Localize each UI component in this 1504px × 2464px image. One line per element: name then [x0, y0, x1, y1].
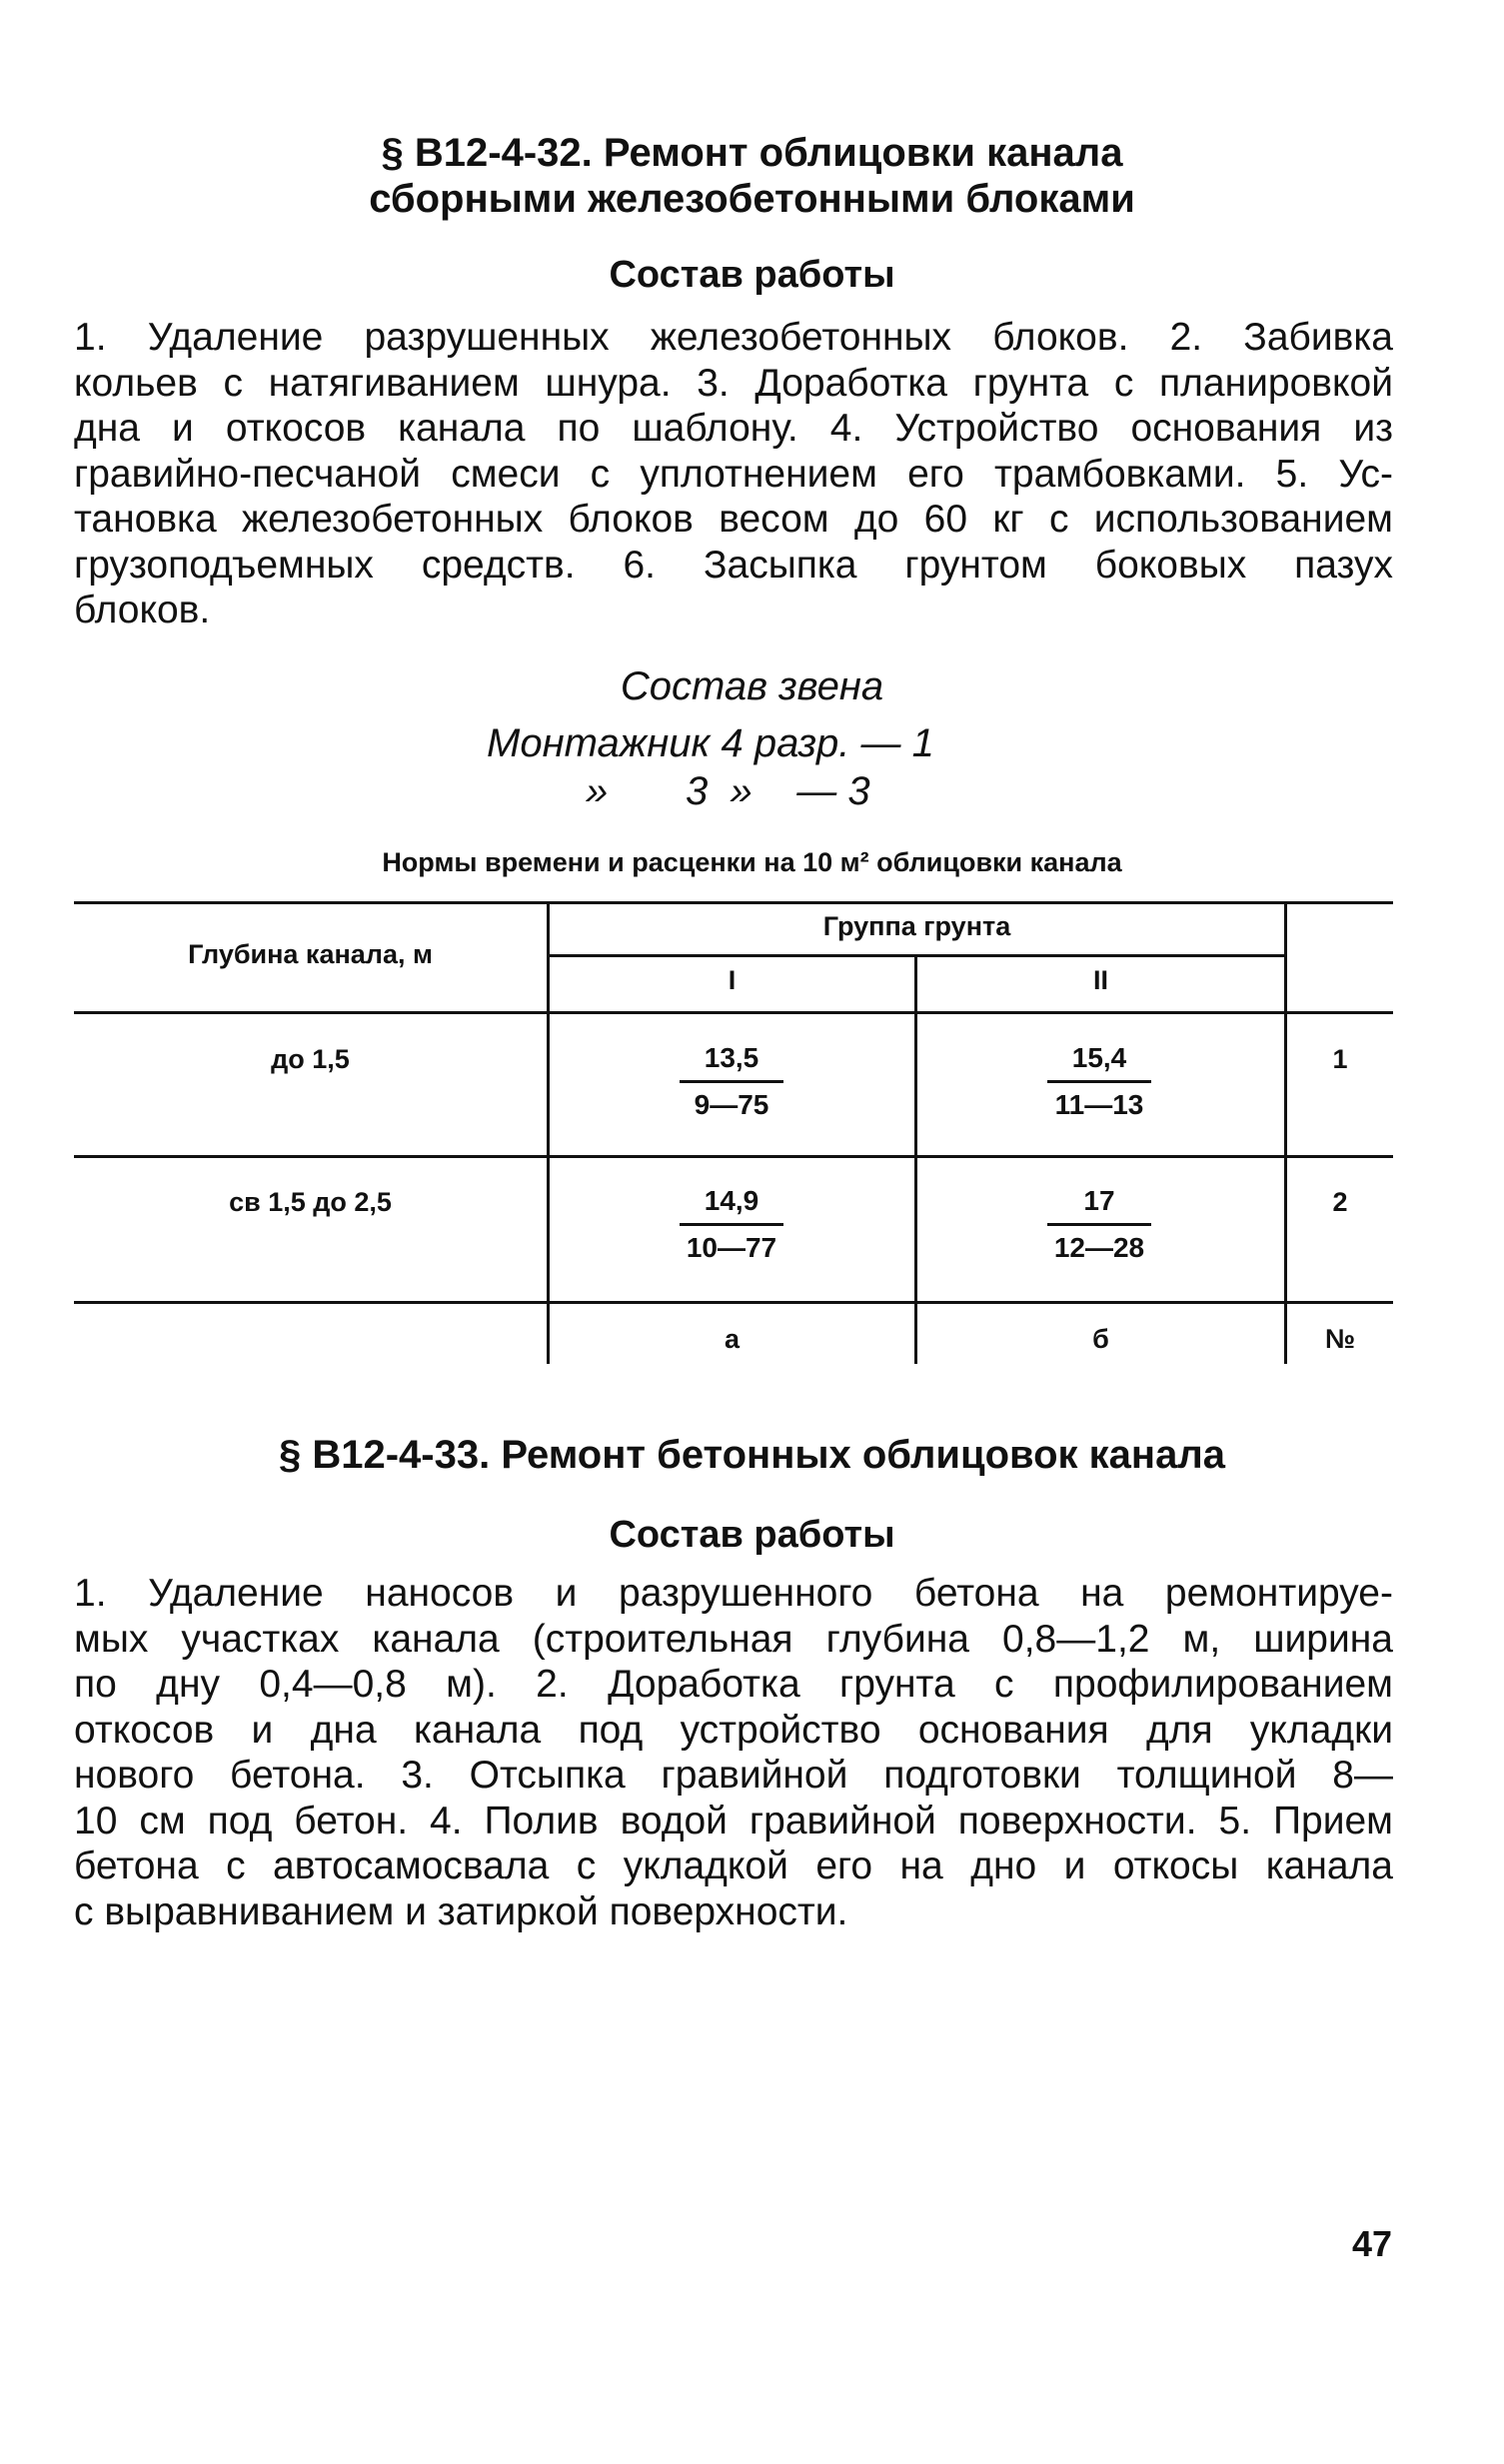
row-number: 2 [1332, 1187, 1348, 1217]
col-code-no: № [1324, 1324, 1356, 1354]
text-line: 1. Удаление наносов и разрушенного бетона на ремонтируе- [74, 1572, 1393, 1615]
time-value: 17 [1083, 1185, 1115, 1216]
table-top-rule [74, 901, 1393, 904]
depth-header: Глубина канала, м [188, 939, 433, 969]
text-line: кольев с натягиванием шнура. 3. Доработка грунта с планировкой [74, 361, 1393, 405]
col-code-a: а [724, 1324, 741, 1354]
group-col-i: I [728, 965, 737, 995]
section2-work-text [74, 1571, 1393, 1934]
group-col-ii: II [1092, 965, 1108, 995]
crew-line-1: Монтажник 4 разр. — 1 [487, 721, 934, 765]
text-line: с выравниванием и затиркой поверхности. [74, 1889, 848, 1933]
page-number: 47 [1351, 2223, 1392, 2264]
section1-work-heading: Состав работы [609, 254, 895, 296]
table-vline [547, 1012, 550, 1364]
section2-title: § В12-4-33. Ремонт бетонных облицовок канала [279, 1433, 1225, 1477]
text-line: мых участках канала (строительная глубина 0,8—1,2 м, ширина [74, 1617, 1393, 1661]
text-line: блоков. [74, 589, 211, 631]
price-value: 9—75 [694, 1089, 769, 1120]
col-code-b: б [1092, 1324, 1109, 1354]
norm-cell [1019, 1042, 1179, 1121]
row-number: 1 [1332, 1044, 1348, 1074]
time-value: 14,9 [704, 1185, 759, 1216]
group-header: Группа грунта [822, 911, 1011, 941]
price-value: 10—77 [686, 1232, 777, 1263]
depth-cell: до 1,5 [271, 1044, 350, 1074]
table-header-rule [74, 1011, 1393, 1014]
table-row-rule [74, 1155, 1393, 1158]
text-line: бетона с автосамосвала с укладкой его на дно и откосы канала [74, 1845, 1393, 1887]
norm-cell [652, 1185, 811, 1264]
table-bottom-rule [74, 1301, 1393, 1304]
text-line: дна и откосов канала по шаблону. 4. Устройство основания из [74, 407, 1393, 450]
price-value: 12—28 [1053, 1232, 1145, 1263]
time-value: 15,4 [1071, 1042, 1127, 1073]
section2-work-heading: Состав работы [609, 1514, 895, 1556]
norm-cell [1019, 1185, 1179, 1264]
text-line: гравийно-песчаной смеси с уплотнением его трамбовками. 5. Ус- [74, 452, 1393, 496]
crew-line-2: » 3 » — 3 [586, 769, 870, 813]
text-line: откосов и дна канала под устройство основания для укладки [74, 1708, 1393, 1752]
table-vline [1284, 902, 1287, 1014]
price-value: 11—13 [1054, 1089, 1144, 1120]
text-line: тановка железобетонных блоков весом до 60 кг с использованием [74, 498, 1393, 541]
text-line: грузоподъемных средств. 6. Засыпка грунтом боковых пазух [74, 543, 1393, 587]
text-line: нового бетона. 3. Отсыпка гравийной подготовки толщиной 8— [74, 1754, 1393, 1797]
table-vline [914, 1012, 917, 1364]
text-line: 1. Удаление разрушенных железобетонных блоков. 2. Забивка [74, 316, 1393, 359]
section1-work-text [74, 315, 1393, 633]
norm-cell [652, 1042, 811, 1121]
crew-heading: Состав звена [620, 664, 884, 708]
depth-cell: св 1,5 до 2,5 [229, 1187, 392, 1217]
section1-title-line1: § В12-4-32. Ремонт облицовки канала [381, 131, 1123, 175]
text-line: по дну 0,4—0,8 м). 2. Доработка грунта с профилированием [74, 1663, 1393, 1706]
text-line: 10 см под бетон. 4. Полив водой гравийной поверхности. 5. Прием [74, 1799, 1393, 1843]
time-value: 13,5 [704, 1042, 759, 1073]
section1-title-line2: сборными железобетонными блоками [369, 177, 1135, 221]
table-caption: Нормы времени и расценки на 10 м² облицовки канала [382, 847, 1122, 877]
